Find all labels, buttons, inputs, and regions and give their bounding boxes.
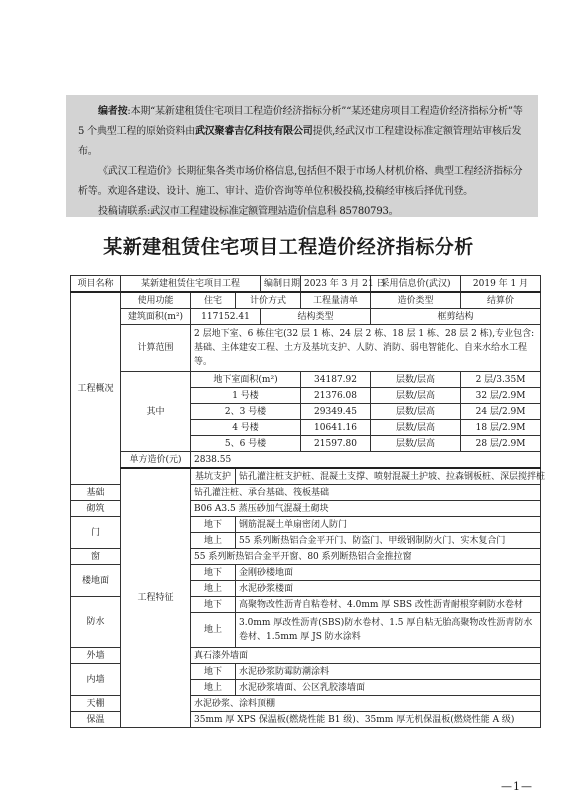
method-value: 工程量清单 <box>301 292 371 309</box>
among-floors-value: 2 层/3.35M <box>461 372 541 388</box>
among-area: 10641.16 <box>301 420 371 436</box>
editor-note-paragraph-1: 编者按:本期“某新建租赁住宅项目工程造价经济指标分析”“某还建房项目工程造价经济指标分析”等 5 个典型工程的原始资料由武汉聚睿吉亿科技有限公司提供,经武汉市工程建设标准定额管理站审核后发布。 <box>78 106 523 157</box>
page-number: —1— <box>501 780 533 793</box>
editor-note-company: 武汉聚睿吉亿科技有限公司 <box>194 126 313 137</box>
door-above-label: 地上 <box>191 533 236 549</box>
cost-type-value: 结算价 <box>461 292 541 309</box>
page-title: 某新建租赁住宅项目工程造价经济指标分析 <box>103 236 474 258</box>
table-row <box>71 309 541 325</box>
among-floors-label: 层数/层高 <box>371 372 461 388</box>
date-value: 2023 年 3 月 21 日 <box>301 276 371 293</box>
floor-under-label: 地下 <box>191 565 236 581</box>
indicator-table <box>70 275 546 728</box>
among-name: 2、3 号楼 <box>191 404 301 420</box>
pit-label: 基坑支护 <box>191 468 236 485</box>
waterproof-above-value: 3.0mm 厚改性沥青(SBS)防水卷材、1.5 厚自粘无胎高聚物改性沥青防水卷材、1.5mm 厚 JS 防水涂料 <box>236 613 541 648</box>
insulation-label: 保温 <box>71 712 121 728</box>
features-label: 工程特征 <box>121 468 191 728</box>
scope-label: 计算范围 <box>121 325 191 372</box>
insulation-value: 35mm 厚 XPS 保温板(燃烧性能 B1 级)、35mm 厚无机保温板(燃烧性能 A 级) <box>191 712 541 728</box>
among-name: 地下室面积(m²) <box>191 372 301 388</box>
editor-note-label: 编者按 <box>98 106 128 117</box>
area-value: 117152.41 <box>191 309 261 325</box>
structure-label: 结构类型 <box>261 309 371 325</box>
floor-above-label: 地上 <box>191 581 236 597</box>
price-info-label: 采用信息价(武汉) <box>371 276 461 293</box>
table-row <box>71 468 541 485</box>
door-under-value: 钢筋混凝土单扇密闭人防门 <box>236 517 541 533</box>
editor-note-box <box>66 95 538 217</box>
cost-type-label: 造价类型 <box>371 292 461 309</box>
masonry-label: 砌筑 <box>71 501 121 517</box>
among-area: 21597.80 <box>301 436 371 452</box>
use-label: 使用功能 <box>121 292 191 309</box>
among-floors-label: 层数/层高 <box>371 436 461 452</box>
among-floors-value: 24 层/2.9M <box>461 404 541 420</box>
waterproof-above-label: 地上 <box>191 613 236 648</box>
overview-label: 工程概况 <box>71 292 121 485</box>
foundation-label: 基础 <box>71 485 121 501</box>
among-floors-label: 层数/层高 <box>371 420 461 436</box>
waterproof-under-label: 地下 <box>191 597 236 613</box>
project-name-value: 某新建租赁住宅项目工程 <box>121 276 261 293</box>
editor-note-paragraph-3: 投稿请联系:武汉市工程建设标准定额管理站造价信息科 85780793。 <box>98 206 399 217</box>
foundation-value: 钻孔灌注桩、承台基础、筏板基础 <box>191 485 541 501</box>
window-label: 窗 <box>71 549 121 565</box>
among-name: 4 号楼 <box>191 420 301 436</box>
among-area: 34187.92 <box>301 372 371 388</box>
table-row <box>71 276 541 293</box>
use-value: 住宅 <box>191 292 236 309</box>
structure-value: 框剪结构 <box>371 309 541 325</box>
ext-wall-label: 外墙 <box>71 648 121 664</box>
among-name: 1 号楼 <box>191 388 301 404</box>
floor-under-value: 金刚砂楼地面 <box>236 565 541 581</box>
among-name: 5、6 号楼 <box>191 436 301 452</box>
method-label: 计价方式 <box>236 292 301 309</box>
among-floors-value: 18 层/2.9M <box>461 420 541 436</box>
masonry-value: B06 A3.5 蒸压砂加气混凝土砌块 <box>191 501 541 517</box>
among-area: 21376.08 <box>301 388 371 404</box>
date-label: 编制日期 <box>261 276 301 293</box>
int-wall-under-value: 水泥砂浆防霉防潮涂料 <box>236 664 541 680</box>
door-under-label: 地下 <box>191 517 236 533</box>
editor-note-paragraph-2: 《武汉工程造价》长期征集各类市场价格信息,包括但不限于市场人材机价格、典型工程经济指标分析等。欢迎各建设、设计、施工、审计、造价咨询等单位积极投稿,投稿经审核后择优刊登。 <box>78 166 523 197</box>
waterproof-label: 防水 <box>71 597 121 648</box>
ext-wall-value: 真石漆外墙面 <box>191 648 541 664</box>
among-floors-value: 32 层/2.9M <box>461 388 541 404</box>
floor-label: 楼地面 <box>71 565 121 597</box>
among-label: 其中 <box>121 372 191 452</box>
among-area: 29349.45 <box>301 404 371 420</box>
table-row <box>71 325 541 372</box>
int-wall-label: 内墙 <box>71 664 121 696</box>
int-wall-under-label: 地下 <box>191 664 236 680</box>
int-wall-above-label: 地上 <box>191 680 236 696</box>
table-row <box>71 292 541 309</box>
project-name-label: 项目名称 <box>71 276 121 293</box>
pit-value: 钻孔灌注桩支护桩、混凝土支撑、喷射混凝土护坡、拉森钢板桩、深层搅拌桩 <box>236 468 541 485</box>
among-floors-label: 层数/层高 <box>371 404 461 420</box>
door-above-value: 55 系列断热铝合金平开门、防盗门、甲级钢制防火门、实木复合门 <box>236 533 541 549</box>
among-floors-value: 28 层/2.9M <box>461 436 541 452</box>
door-label: 门 <box>71 517 121 549</box>
waterproof-under-value: 高聚物改性沥青自粘卷材、4.0mm 厚 SBS 改性沥青耐根穿刺防水卷材 <box>236 597 541 613</box>
window-value: 55 系列断热铝合金平开窗、80 系列断热铝合金推拉窗 <box>191 549 541 565</box>
among-floors-label: 层数/层高 <box>371 388 461 404</box>
table-row <box>71 372 541 388</box>
area-label: 建筑面积(m²) <box>121 309 191 325</box>
unit-cost-value: 2838.55 <box>191 452 541 469</box>
price-info-value: 2019 年 1 月 <box>461 276 541 293</box>
ceiling-value: 水泥砂浆、涂料顶棚 <box>191 696 541 712</box>
scope-value: 2 层地下室、6 栋住宅(32 层 1 栋、24 层 2 栋、18 层 1 栋、28 层 2 栋),专业包含:基础、主体建安工程、土方及基坑支护、人防、消防、弱电智能化、自来水给水工程等。 <box>191 325 541 372</box>
ceiling-label: 天棚 <box>71 696 121 712</box>
table-row <box>71 452 541 469</box>
int-wall-above-value: 水泥砂浆墙面、公区乳胶漆墙面 <box>236 680 541 696</box>
floor-above-value: 水泥砂浆楼面 <box>236 581 541 597</box>
unit-cost-label: 单方造价(元) <box>121 452 191 469</box>
